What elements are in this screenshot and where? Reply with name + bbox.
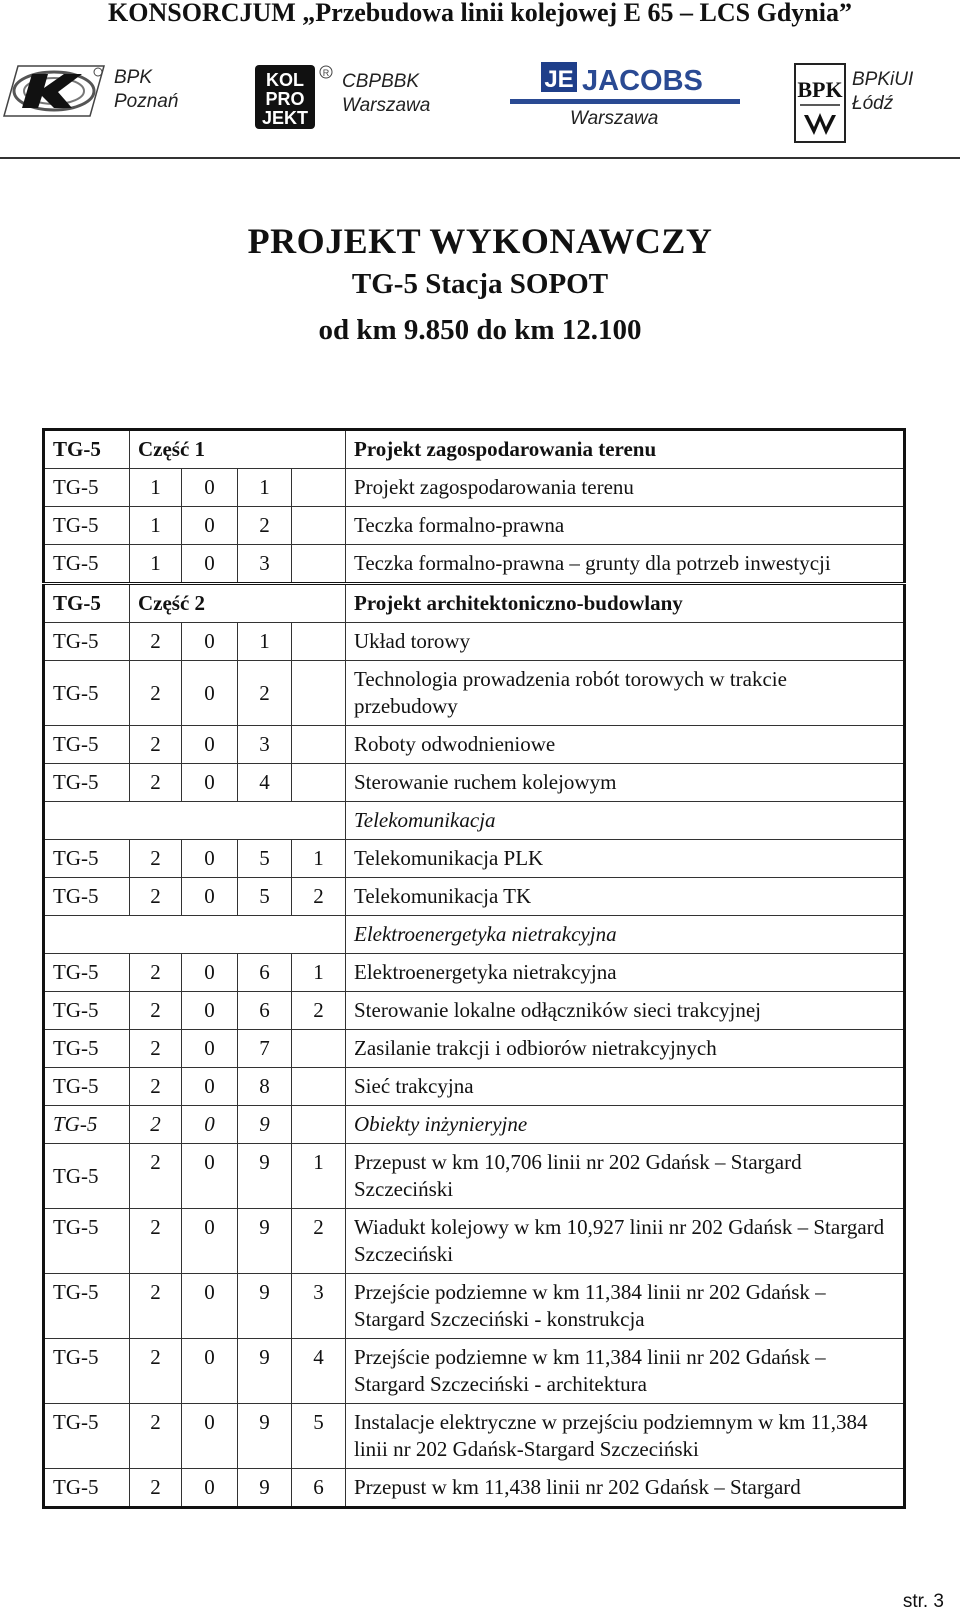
row-code: TG-5 [44,1469,130,1508]
svg-text:PRO: PRO [265,89,305,109]
row-num-d [292,1068,346,1106]
bpk-logo-icon [2,62,106,120]
row-num-c: 3 [238,726,292,764]
row-description: Obiekty inżynieryjne [346,1106,905,1144]
row-num-b: 0 [182,1068,238,1106]
row-code: TG-5 [44,661,130,726]
row-code: TG-5 [44,726,130,764]
row-num-c: 9 [238,1209,292,1274]
row-num-d: 4 [292,1339,346,1404]
section-row [44,430,905,469]
svg-text:KOL: KOL [266,70,304,90]
row-num-a: 2 [130,1030,182,1068]
row-num-c: 9 [238,1404,292,1469]
row-num-c: 6 [238,954,292,992]
row-description: Telekomunikacja PLK [346,840,905,878]
row-num-b: 0 [182,469,238,507]
row-num-d [292,623,346,661]
row-description: Sterowanie lokalne odłączników sieci trakcyjnej [346,992,905,1030]
group-heading-row [44,802,905,840]
table-row [44,1068,905,1106]
row-num-a: 2 [130,954,182,992]
row-code: TG-5 [44,430,130,469]
row-code: TG-5 [44,1209,130,1274]
row-code: TG-5 [44,623,130,661]
row-num-b: 0 [182,992,238,1030]
jacobs-logo-icon [508,58,742,110]
row-num-d [292,661,346,726]
page-number: str. 3 [902,1591,944,1612]
row-code: TG-5 [44,1030,130,1068]
row-description: Technologia prowadzenia robót torowych w trakcie przebudowy [346,661,905,726]
row-num-d: 5 [292,1404,346,1469]
table-row [44,1339,905,1404]
title-block [0,218,960,350]
row-num-d: 6 [292,1469,346,1508]
row-num-b: 0 [182,545,238,584]
document-subtitle: TG-5 Stacja SOPOT [351,268,609,300]
row-description: Telekomunikacja TK [346,878,905,916]
row-description: Układ torowy [346,623,905,661]
row-code: TG-5 [44,1404,130,1469]
row-description: Wiadukt kolejowy w km 10,927 linii nr 202 Gdańsk – Stargard Szczeciński [346,1209,905,1274]
row-num-a: 2 [130,992,182,1030]
row-num-b: 0 [182,661,238,726]
row-num-b: 0 [182,1106,238,1144]
row-num-b: 0 [182,840,238,878]
row-num-c: 5 [238,840,292,878]
row-num-c: 6 [238,992,292,1030]
row-code: TG-5 [44,1144,130,1209]
empty-cell [44,916,346,954]
row-num-c: 1 [238,623,292,661]
group-heading: Telekomunikacja [346,802,905,840]
row-description: Przejście podziemne w km 11,384 linii nr 202 Gdańsk – Stargard Szczeciński - architektura [346,1339,905,1404]
row-num-a: 2 [130,1274,182,1339]
row-description: Przepust w km 10,706 linii nr 202 Gdańsk – Stargard Szczeciński [346,1144,905,1209]
row-num-d [292,507,346,545]
table-row [44,507,905,545]
documents-table [42,428,906,1509]
row-num-c: 4 [238,764,292,802]
table-row [44,1209,905,1274]
row-num-b: 0 [182,764,238,802]
row-description: Elektroenergetyka nietrakcyjna [346,954,905,992]
row-description: Sterowanie ruchem kolejowym [346,764,905,802]
header-divider [0,157,960,159]
row-code: TG-5 [44,840,130,878]
row-code: TG-5 [44,764,130,802]
row-description: Projekt zagospodarowania terenu [346,469,905,507]
row-code: TG-5 [44,1106,130,1144]
row-num-a: 1 [130,469,182,507]
row-num-c: 1 [238,469,292,507]
row-num-b: 0 [182,1030,238,1068]
table-row [44,764,905,802]
table-row [44,623,905,661]
cbpbbk-logo-text: CBPBBK Warszawa [342,71,431,116]
svg-text:JACOBS: JACOBS [582,65,703,97]
row-num-c: 2 [238,661,292,726]
row-num-c: 9 [238,1339,292,1404]
row-num-a: 2 [130,661,182,726]
row-num-d: 1 [292,954,346,992]
row-code: TG-5 [44,1339,130,1404]
row-code: TG-5 [44,992,130,1030]
row-num-a: 2 [130,623,182,661]
svg-text:JE: JE [544,66,574,93]
svg-text:BPK: BPK [797,77,843,102]
row-num-c: 9 [238,1469,292,1508]
row-code: TG-5 [44,954,130,992]
row-num-b: 0 [182,1144,238,1209]
logo-strip [0,56,960,156]
row-code: TG-5 [44,878,130,916]
row-code: TG-5 [44,584,130,623]
row-code: TG-5 [44,507,130,545]
row-num-d: 3 [292,1274,346,1339]
bpk-logo-text: BPK Poznań [114,67,179,112]
table-row [44,840,905,878]
row-code: TG-5 [44,469,130,507]
row-num-d: 2 [292,1209,346,1274]
row-num-b: 0 [182,1404,238,1469]
row-code: TG-5 [44,1068,130,1106]
row-num-b: 0 [182,1209,238,1274]
row-num-b: 0 [182,726,238,764]
bpkiui-logo-icon [794,63,846,145]
row-num-d [292,764,346,802]
table-row [44,992,905,1030]
svg-text:R: R [322,68,330,78]
table-row [44,1469,905,1508]
svg-text:JEKT: JEKT [261,108,309,128]
bpkiui-logo-text: BPKiUI Łódź [852,69,914,114]
row-num-c: 8 [238,1068,292,1106]
table-row [44,469,905,507]
row-num-a: 2 [130,878,182,916]
row-num-a: 2 [130,764,182,802]
row-num-d [292,1030,346,1068]
empty-cell [44,802,346,840]
row-num-a: 2 [130,1209,182,1274]
row-description: Instalacje elektryczne w przejściu podziemnym w km 11,384 linii nr 202 Gdańsk-Stargard Szczeciński [346,1404,905,1469]
row-description: Sieć trakcyjna [346,1068,905,1106]
consortium-title: KONSORCJUM „Przebudowa linii kolejowej E 65 – LCS Gdynia” [108,0,852,27]
row-num-c: 9 [238,1274,292,1339]
table-row [44,1144,905,1209]
row-description: Teczka formalno-prawna – grunty dla potrzeb inwestycji [346,545,905,584]
table-row [44,1274,905,1339]
row-num-d: 1 [292,1144,346,1209]
row-num-a: 2 [130,726,182,764]
row-num-c: 5 [238,878,292,916]
row-description: Przejście podziemne w km 11,384 linii nr 202 Gdańsk – Stargard Szczeciński - konstrukcja [346,1274,905,1339]
row-num-c: 9 [238,1106,292,1144]
row-num-b: 0 [182,878,238,916]
row-num-b: 0 [182,1339,238,1404]
group-heading: Elektroenergetyka nietrakcyjna [346,916,905,954]
row-description: Zasilanie trakcji i odbiorów nietrakcyjnych [346,1030,905,1068]
row-num-a: 2 [130,1144,182,1209]
table-row [44,545,905,584]
row-num-d: 2 [292,878,346,916]
row-num-d [292,469,346,507]
row-num-c: 2 [238,507,292,545]
row-num-b: 0 [182,507,238,545]
row-code: TG-5 [44,1274,130,1339]
row-num-b: 0 [182,623,238,661]
row-code: TG-5 [44,545,130,584]
section-row [44,584,905,623]
row-num-a: 2 [130,1339,182,1404]
part-label: Część 1 [130,430,346,469]
table-row [44,661,905,726]
row-description: Przepust w km 11,438 linii nr 202 Gdańsk – Stargard [346,1469,905,1508]
row-description: Teczka formalno-prawna [346,507,905,545]
row-num-a: 2 [130,1068,182,1106]
table-row [44,726,905,764]
document-title: PROJEKT WYKONAWCZY [247,221,713,261]
row-description: Projekt architektoniczno-budowlany [346,584,905,623]
row-num-d [292,545,346,584]
table-row [44,1030,905,1068]
row-num-b: 0 [182,1469,238,1508]
table-row [44,1106,905,1144]
document-km-range: od km 9.850 do km 12.100 [318,314,642,346]
kolprojekt-logo-icon [254,62,334,132]
group-heading-row [44,916,905,954]
part-label: Część 2 [130,584,346,623]
jacobs-city: Warszawa [570,108,659,129]
row-num-d [292,726,346,764]
row-num-a: 2 [130,1106,182,1144]
table-row [44,878,905,916]
row-num-d: 1 [292,840,346,878]
table-row [44,954,905,992]
row-num-b: 0 [182,954,238,992]
row-num-c: 3 [238,545,292,584]
table-row [44,1404,905,1469]
row-num-a: 2 [130,840,182,878]
row-num-d [292,1106,346,1144]
row-num-d: 2 [292,992,346,1030]
row-num-b: 0 [182,1274,238,1339]
row-num-a: 1 [130,545,182,584]
row-description: Roboty odwodnieniowe [346,726,905,764]
row-num-a: 2 [130,1469,182,1508]
row-description: Projekt zagospodarowania terenu [346,430,905,469]
row-num-c: 9 [238,1144,292,1209]
row-num-c: 7 [238,1030,292,1068]
row-num-a: 2 [130,1404,182,1469]
row-num-a: 1 [130,507,182,545]
